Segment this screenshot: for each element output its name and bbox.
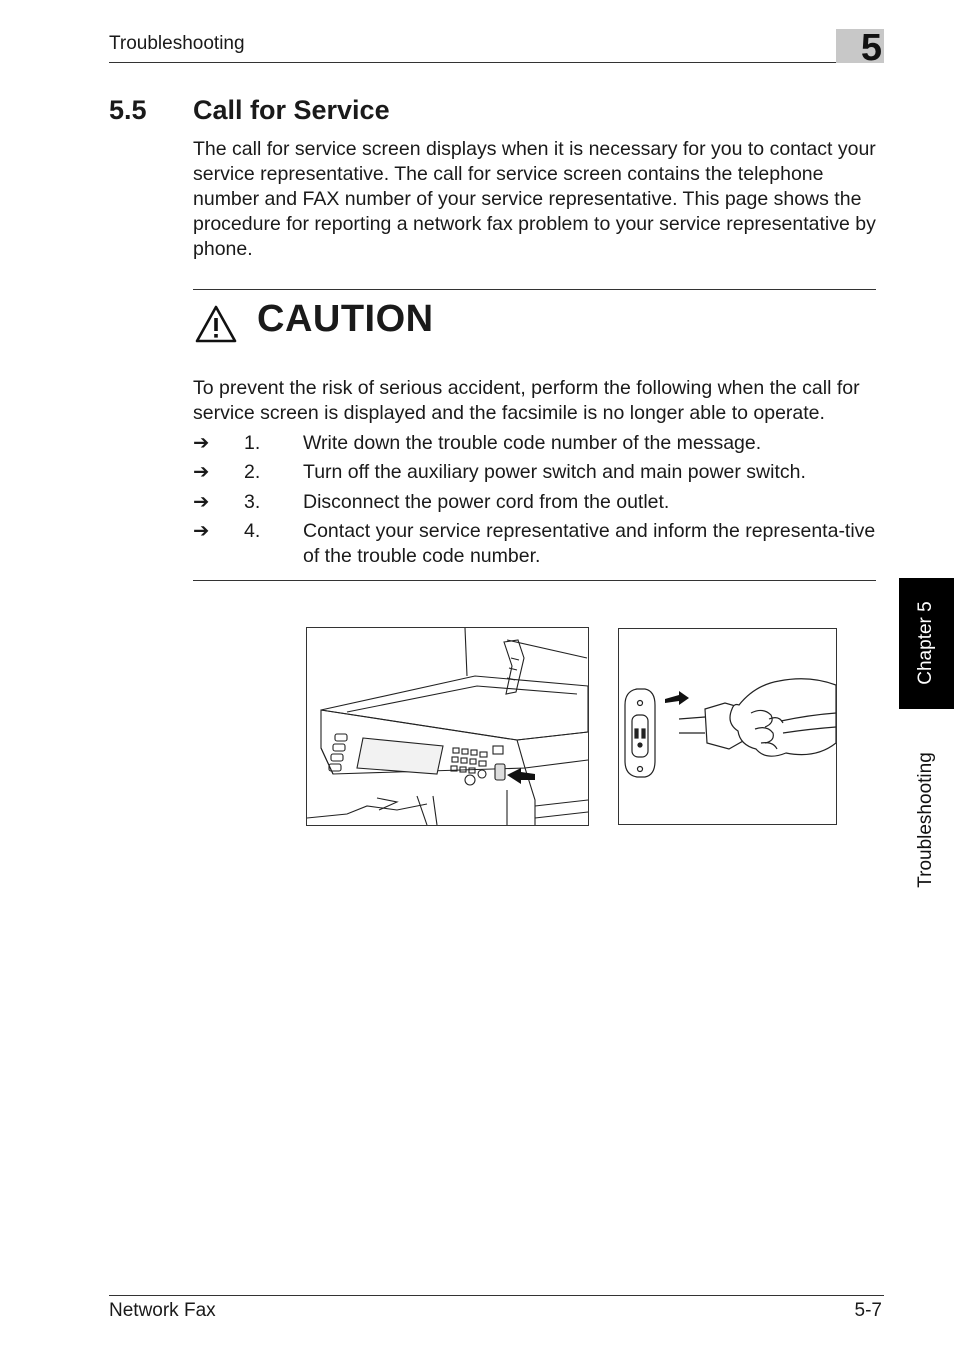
- copier-power-switch-illustration: [306, 627, 589, 826]
- step-number: 3.: [244, 491, 261, 513]
- caution-bottom-rule: [193, 580, 876, 581]
- intro-paragraph: The call for service screen displays when it is necessary for you to contact your service representative. The call for service screen contains the telephone number and FAX number of your service representative. This page shows the procedure for reporting a network fax problem to your service representative by phone.: [193, 138, 876, 260]
- footer-rule: [109, 1295, 884, 1296]
- section-number: 5.5: [109, 95, 147, 125]
- page-number: 5-7: [854, 1300, 882, 1321]
- chapter-number: 5: [860, 27, 882, 69]
- step-text: Contact your service representative and inform the representa-tive of the trouble code number.: [303, 520, 876, 567]
- warning-triangle-icon: [195, 305, 237, 343]
- arrow-icon: ➔: [193, 491, 210, 513]
- footer-manual-title: Network Fax: [109, 1300, 216, 1321]
- arrow-icon: ➔: [193, 432, 210, 454]
- caution-top-rule: [193, 289, 876, 290]
- chapter-number-box: [836, 27, 884, 69]
- step-number: 4.: [244, 520, 261, 542]
- caution-label: CAUTION: [257, 298, 434, 340]
- step-number: 1.: [244, 432, 261, 454]
- arrow-icon: ➔: [193, 461, 210, 483]
- side-tab-section-label: Troubleshooting: [915, 752, 936, 888]
- section-title: Call for Service: [193, 95, 390, 125]
- step-number: 2.: [244, 461, 261, 483]
- step-text: Turn off the auxiliary power switch and main power switch.: [303, 461, 806, 483]
- arrow-icon: ➔: [193, 520, 210, 542]
- unplug-power-cord-illustration: [618, 628, 837, 825]
- header-rule: [109, 62, 884, 63]
- caution-paragraph: To prevent the risk of serious accident, perform the following when the call for service screen is displayed and the facsimile is no longer able to operate.: [193, 377, 860, 424]
- step-text: Disconnect the power cord from the outlet.: [303, 491, 670, 513]
- running-header-title: Troubleshooting: [109, 33, 245, 54]
- step-text: Write down the trouble code number of the message.: [303, 432, 762, 454]
- side-tab-chapter-label: Chapter 5: [915, 601, 936, 685]
